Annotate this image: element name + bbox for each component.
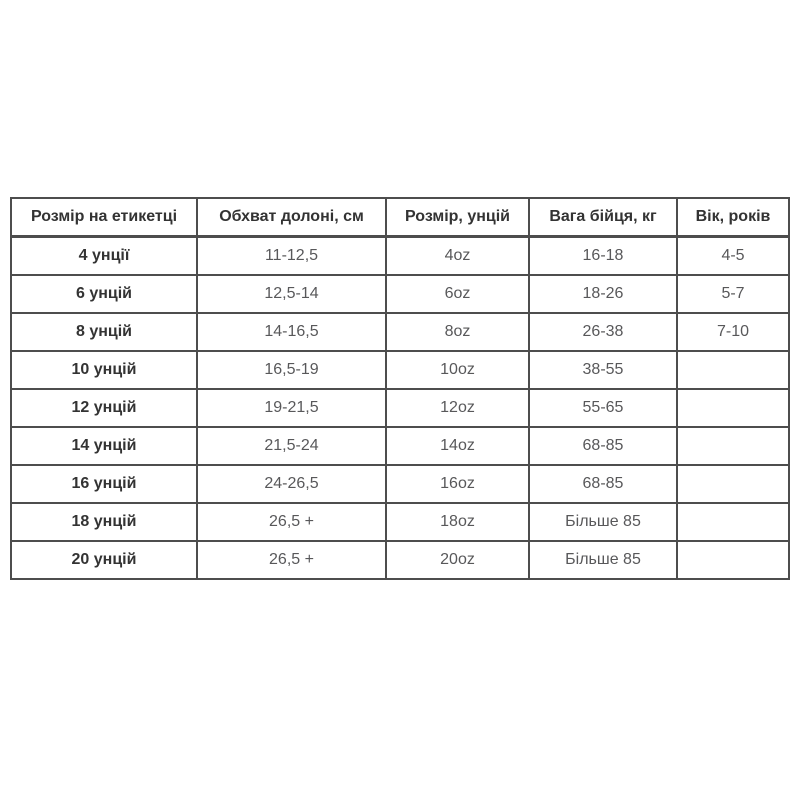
cell-palm-cm: 26,5 +	[197, 541, 386, 579]
cell-size-oz: 18oz	[386, 503, 529, 541]
cell-size-oz: 16oz	[386, 465, 529, 503]
cell-age-years	[677, 503, 789, 541]
cell-palm-cm: 14-16,5	[197, 313, 386, 351]
cell-label-size: 8 унцій	[11, 313, 197, 351]
table-row	[11, 275, 789, 313]
header-cell-size-oz: Розмір, унцій	[386, 198, 529, 237]
header-cell-fighter-weight: Вага бійця, кг	[529, 198, 677, 237]
cell-size-oz: 6oz	[386, 275, 529, 313]
table-row	[11, 389, 789, 427]
cell-weight-kg: 26-38	[529, 313, 677, 351]
cell-weight-kg: 18-26	[529, 275, 677, 313]
cell-label-size: 20 унцій	[11, 541, 197, 579]
cell-palm-cm: 16,5-19	[197, 351, 386, 389]
cell-weight-kg: 38-55	[529, 351, 677, 389]
cell-label-size: 10 унцій	[11, 351, 197, 389]
cell-label-size: 4 унції	[11, 237, 197, 276]
cell-size-oz: 8oz	[386, 313, 529, 351]
header-cell-age: Вік, років	[677, 198, 789, 237]
cell-age-years	[677, 351, 789, 389]
table-row	[11, 351, 789, 389]
cell-age-years	[677, 427, 789, 465]
cell-size-oz: 20oz	[386, 541, 529, 579]
cell-weight-kg: 68-85	[529, 427, 677, 465]
cell-label-size: 12 унцій	[11, 389, 197, 427]
cell-age-years	[677, 541, 789, 579]
table-row	[11, 313, 789, 351]
cell-palm-cm: 19-21,5	[197, 389, 386, 427]
cell-weight-kg: 55-65	[529, 389, 677, 427]
cell-age-years: 7-10	[677, 313, 789, 351]
glove-size-table	[10, 197, 790, 580]
cell-size-oz: 14oz	[386, 427, 529, 465]
table-row	[11, 541, 789, 579]
header-cell-label-size: Розмір на етикетці	[11, 198, 197, 237]
cell-palm-cm: 11-12,5	[197, 237, 386, 276]
header-cell-palm-circumference: Обхват долоні, см	[197, 198, 386, 237]
cell-weight-kg: 68-85	[529, 465, 677, 503]
cell-age-years	[677, 465, 789, 503]
cell-label-size: 18 унцій	[11, 503, 197, 541]
cell-weight-kg: 16-18	[529, 237, 677, 276]
cell-size-oz: 10oz	[386, 351, 529, 389]
cell-age-years: 4-5	[677, 237, 789, 276]
cell-palm-cm: 24-26,5	[197, 465, 386, 503]
cell-age-years	[677, 389, 789, 427]
table-row	[11, 427, 789, 465]
cell-palm-cm: 12,5-14	[197, 275, 386, 313]
cell-label-size: 16 унцій	[11, 465, 197, 503]
table-header-row	[11, 198, 789, 237]
cell-size-oz: 12oz	[386, 389, 529, 427]
cell-weight-kg: Більше 85	[529, 503, 677, 541]
cell-size-oz: 4oz	[386, 237, 529, 276]
cell-label-size: 6 унцій	[11, 275, 197, 313]
cell-palm-cm: 26,5 +	[197, 503, 386, 541]
cell-weight-kg: Більше 85	[529, 541, 677, 579]
table-row	[11, 503, 789, 541]
table-row	[11, 465, 789, 503]
table-row	[11, 237, 789, 276]
cell-label-size: 14 унцій	[11, 427, 197, 465]
cell-age-years: 5-7	[677, 275, 789, 313]
cell-palm-cm: 21,5-24	[197, 427, 386, 465]
